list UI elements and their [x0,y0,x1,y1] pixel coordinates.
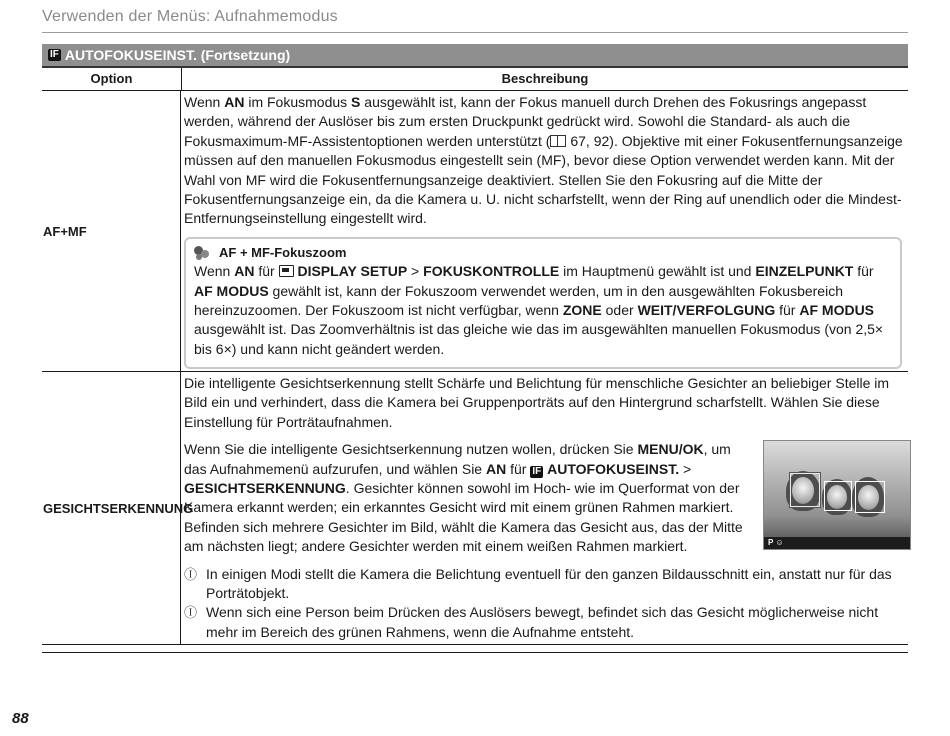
table-title: AUTOFOKUSEINST. (Fortsetzung) [64,47,291,63]
camera-status-bar: P ☺ [764,537,911,549]
page-section-title: Verwenden der Menüs: Aufnahmemodus [42,8,338,25]
table-bottom-rule [42,652,908,653]
face-detection-instructions: Wenn Sie die intelligente Gesichtserkennung nutzen wollen, drücken Sie MENU/OK, um das Aufnahmemenü aufzurufen, und wählen Sie AN für IF AUTOFOKUSEINST. > GESICHTSERKENNUNG. Gesichter können sowohl im Hoch- wie im Querformat von der Kamera erkannt werden; ein erkanntes Gesicht wird mit einem grünen Rahmen markiert. Befinden sich mehrere Gesichter im Bild, wählt die Kamera das Gesicht aus, das der Mitte am nächsten liegt; andere Gesichter werden mit einem weißen Rahmen markiert. [184,441,743,555]
face-detection-body [184,440,911,556]
table-row [42,91,908,372]
option-description-afmf [181,91,908,371]
setup-menu-icon [279,265,294,277]
face-frame-secondary [855,481,885,513]
face-frame-primary [790,473,820,507]
column-header-description: Beschreibung [501,71,589,86]
options-table [42,44,908,645]
column-header-option: Option [42,68,182,90]
af-settings-icon: IF [50,49,59,60]
face-detection-icon: ☺ [775,538,784,548]
tip-icon [194,246,214,260]
page-number: 88 [12,710,29,727]
caution-list [184,565,911,643]
page-reference-icon [550,135,566,147]
option-label-face-detection: GESICHTSERKENNUNG [42,372,181,644]
note-header [194,243,892,262]
table-row [42,372,908,645]
afmf-paragraph: Wenn AN im Fokusmodus S ausgewählt ist, kann der Fokus manuell durch Drehen des Fokusrings angepasst werden, während der Auslöser bis zum ersten Druckpunkt gedrückt wird. Sowohl die Standard- als auch die Fokusmaximum-MF-Assistentoptionen werden unterstützt ( 67, 92). Objektive mit einer Fokusentfernungsanzeige müssen auf den manuellen Fokusmodus eingestellt sein (MF), bevor diese Option verwendet werden kann. Mit der Wahl von MF wird die Fokusentfernungsanzeige deaktiviert. Stellen Sie den Fokusring auf die Mitte der Fokusentfernungsanzeige ein, da die Kamera u. U. nicht scharfstellt, wenn der Ring auf unendlich oder die Mindest-Entfernungseinstellung eingestellt wird. [184,94,903,227]
af-settings-icon: IF [532,465,542,477]
face-detection-example-photo [763,440,911,550]
list-item [184,603,911,642]
table-title-bar [42,44,908,68]
focus-zoom-note [184,237,902,369]
caution-text: Wenn sich eine Person beim Drücken des Auslösers bewegt, befindet sich das Gesicht möglicherweise nicht mehr im Bereich des grünen Rahmens, wenn die Aufnahme entsteht. [206,604,879,640]
note-text: Wenn AN für DISPLAY SETUP > FOKUSKONTROLLE im Hauptmenü gewählt ist und EINZELPUNKT für AF MODUS gewählt ist, kann der Fokuszoom verwendet werden, um in den ausgewählten Fokusbereich hereinzuzoomen. Der Fokuszoom ist nicht verfügbar, wenn ZONE oder WEIT/VERFOLGUNG für AF MODUS ausgewählt ist. Das Zoomverhältnis ist das gleiche wie das im ausgewählten manuellen Fokusmodus (von 2,5× bis 6×) und kann nicht geändert werden. [194,263,884,357]
header-divider [42,32,908,33]
table-header-row [42,68,908,91]
caution-text: In einigen Modi stellt die Kamera die Belichtung eventuell für den ganzen Bildausschnitt ein, anstatt nur für das Porträtobjekt. [206,565,892,602]
option-label-afmf: AF+MF [42,91,181,371]
caution-icon: Ⓘ [184,566,198,582]
option-description-face-detection [181,372,911,644]
list-item [184,565,911,604]
face-detection-intro: Die intelligente Gesichtserkennung stellt Schärfe und Belichtung für menschliche Gesichter an beliebiger Stelle im Bild ein und verhindert, dass die Kamera bei Gruppenporträts auf den Hintergrund scharfstellt. Wählen Sie diese Einstellung für Porträtaufnahmen. [184,375,890,430]
face-frame-secondary [824,481,852,511]
note-title: AF + MF-Fokuszoom [219,244,347,260]
caution-icon: Ⓘ [184,605,198,621]
